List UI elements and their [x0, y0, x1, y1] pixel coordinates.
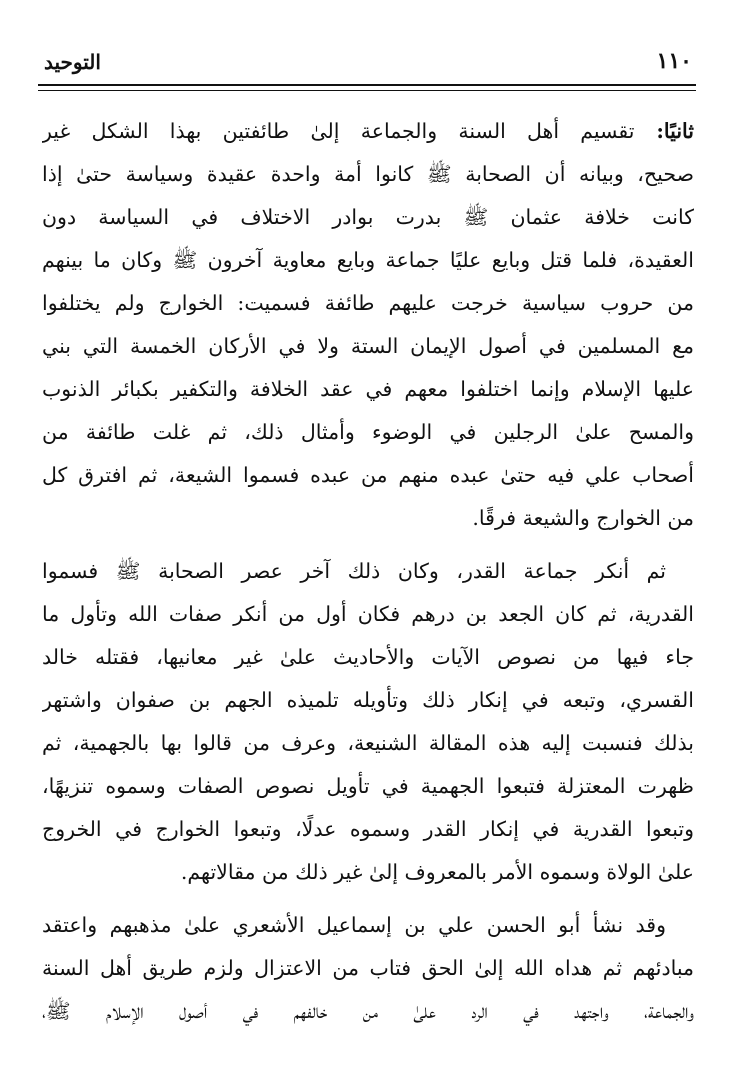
body-text: [42, 110, 694, 1043]
text-line: القدرية، ثم كان الجعد بن درهم فكان أول من أنكر صفات الله وتأول ما: [42, 602, 694, 626]
text-line: من الخوارج والشيعة فرقًا.: [472, 506, 694, 530]
text-line: مبادئهم ثم هداه الله إلىٰ الحق فتاب من الاعتزال ولزم طريق أهل السنة: [42, 956, 694, 980]
text-line: من حروب سياسية خرجت عليهم طائفة فسميت: الخوارج ولم يختلفوا: [42, 291, 694, 315]
page-number: ١١٠: [656, 48, 692, 74]
text-line: وقد نشأ أبو الحسن علي بن إسماعيل الأشعري علىٰ مذهبهم واعتقد: [42, 913, 666, 937]
page-header: [38, 48, 696, 84]
text-line: والجماعة، واجتهد في الرد علىٰ من خالفهم في أصول الإسلام ﷺ،: [42, 999, 694, 1023]
text-line: ثم أنكر جماعة القدر، وكان ذلك آخر عصر الصحابة ﷺ فسموا: [42, 559, 666, 583]
text-line: العقيدة، فلما قتل وبايع عليًا جماعة وبايع معاوية آخرون ﷺ وكان ما بينهم: [42, 248, 694, 272]
text-line: [42, 110, 694, 153]
paragraph-2: [42, 550, 694, 894]
text-line: بذلك فنسبت إليه هذه المقالة الشنيعة، وعرف من قالوا بها بالجهمية، ثم: [42, 731, 694, 755]
text-line: صحيح، وبيانه أن الصحابة ﷺ كانوا أمة واحدة عقيدة وسياسة حتىٰ إذا: [42, 162, 694, 186]
paragraph-1: [42, 110, 694, 540]
header-rule-thick: [38, 84, 696, 86]
text-line: أصحاب علي فيه حتىٰ عبده منهم من عبده فسموا الشيعة، ثم افترق كل: [42, 463, 694, 487]
text-line: والمسح علىٰ الرجلين في الوضوء وأمثال ذلك، ثم غلت طائفة من: [42, 420, 694, 444]
text-line: عليها الإسلام وإنما اختلفوا معهم في عقد الخلافة والتكفير بكبائر الذنوب: [42, 377, 694, 401]
text-line: علىٰ الولاة وسموه الأمر بالمعروف إلىٰ غير ذلك من مقالاتهم.: [180, 860, 694, 884]
text-line: القسري، وتبعه في إنكار ذلك وتأويله تلميذه الجهم بن صفوان واشتهر: [42, 688, 694, 712]
text-line: كانت خلافة عثمان ﷺ بدرت بوادر الاختلاف في السياسة دون: [42, 205, 694, 229]
header-rule-thin: [38, 90, 696, 91]
paragraph-3: [42, 904, 694, 1033]
text-line: جاء فيها من نصوص الآيات والأحاديث علىٰ غير معانيها، فقتله خالد: [42, 645, 694, 669]
running-title: التوحيد: [44, 50, 101, 74]
text-line: ظهرت المعتزلة فتبعوا الجهمية في تأويل نصوص الصفات وسموه تنزيهًا،: [42, 774, 694, 798]
text-line: مع المسلمين في أصول الإيمان الستة ولا في الأركان الخمسة التي بني: [42, 334, 694, 358]
text-line-content: تقسيم أهل السنة والجماعة إلىٰ طائفتين بهذا الشكل غير: [42, 119, 635, 143]
section-lead: ثانيًا:: [634, 119, 694, 143]
text-line: وتبعوا القدرية في إنكار القدر وسموه عدلًا، وتبعوا الخوارج في الخروج: [42, 817, 694, 841]
